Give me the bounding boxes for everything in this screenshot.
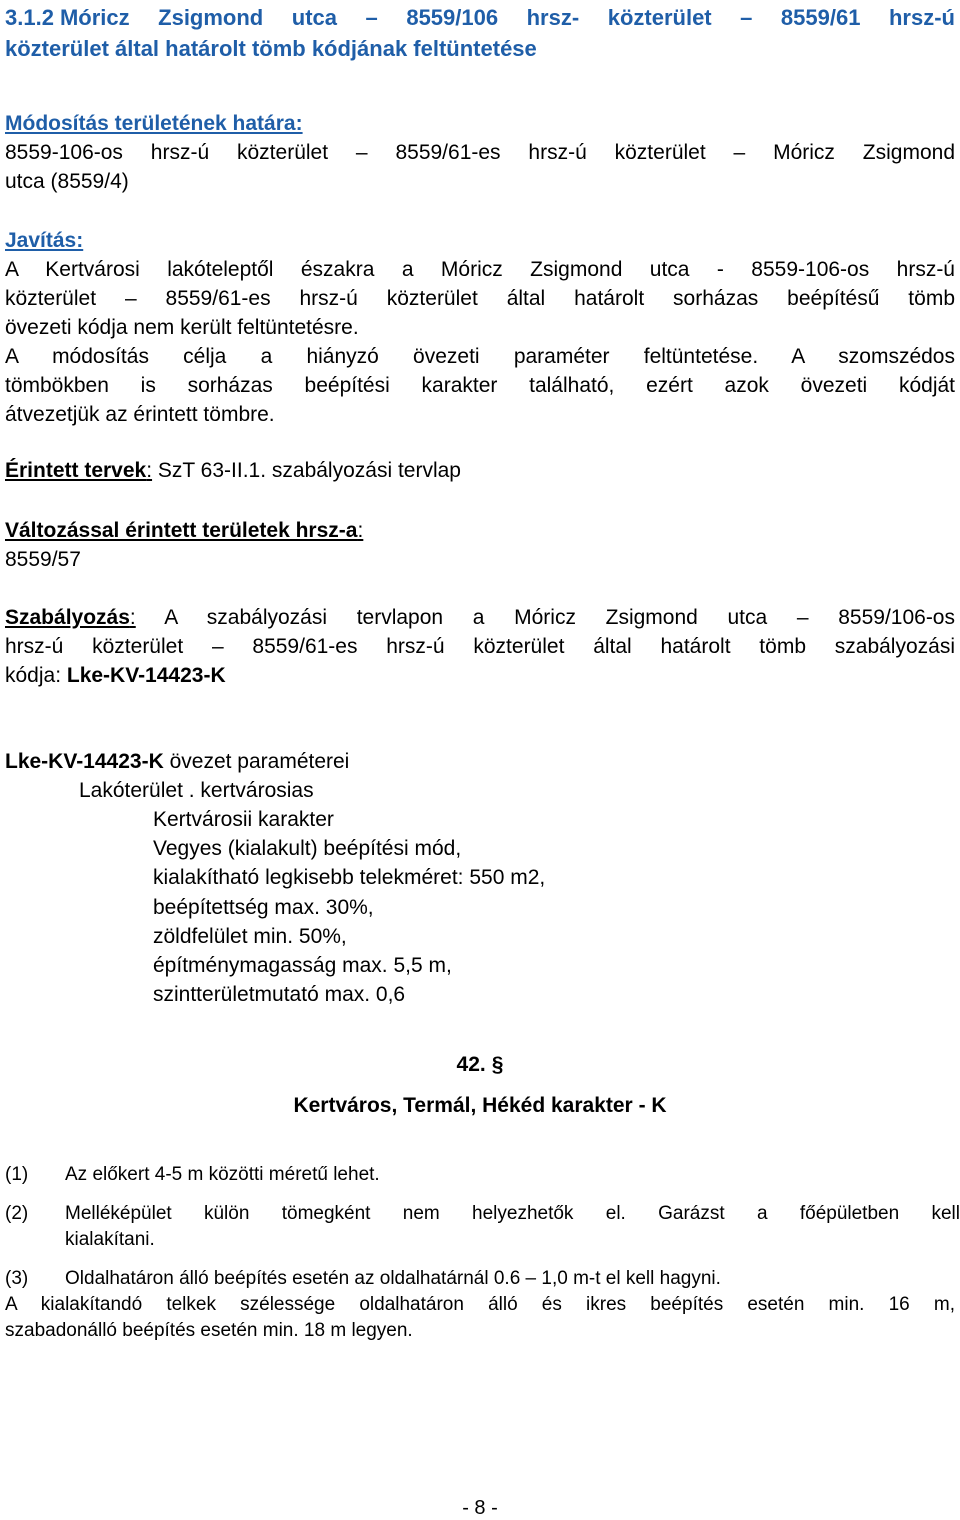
modositas-line-1: 8559-106-os hrsz-ú közterület – 8559/61-es hrsz-ú közterület – Móricz Zsigmond: [5, 141, 955, 164]
paragraph-text: [65, 1201, 960, 1253]
szabalyozas-code-prefix: kódja:: [5, 664, 67, 687]
erintett-block: [5, 456, 955, 485]
szabalyozas-colon: :: [129, 606, 136, 629]
javitas-line-4: A módosítás célja a hiányzó övezeti paraméter feltüntetése. A szomszédos: [5, 345, 955, 368]
heading-text-1: Móricz Zsigmond utca – 8559/106 hrsz- közterület – 8559/61 hrsz-ú: [59, 5, 955, 30]
paragraph-text: Oldalhatáron álló beépítés esetén az oldalhatárnál 0.6 – 1,0 m-t el kell hagyni.: [65, 1268, 721, 1289]
paragraph-text: Az előkert 4-5 m közötti méretű lehet.: [65, 1164, 380, 1185]
erintett-label: Érintett tervek: [5, 459, 147, 482]
section-number: 42.: [456, 1053, 486, 1076]
ovezet-title-suffix: övezet paraméterei: [163, 750, 350, 773]
erintett-colon: :: [146, 459, 153, 482]
valtozas-colon: :: [357, 519, 364, 542]
heading-line-2: közterület által határolt tömb kódjának feltüntetése: [5, 36, 537, 61]
closing-line-1: A kialakítandó telkek szélessége oldalhatáron álló és ikres beépítés esetén min. 16 m,: [5, 1294, 955, 1315]
erintett-line: [5, 456, 955, 485]
valtozas-block: [5, 516, 955, 574]
ovezet-item: zöldfelület min. 50%,: [153, 925, 347, 948]
valtozas-value: 8559/57: [5, 548, 81, 571]
javitas-line-2: közterület – 8559/61-es hrsz-ú közterület által határolt sorházas beépítésű tömb: [5, 287, 955, 310]
szabalyozas-line-2: hrsz-ú közterület – 8559/61-es hrsz-ú közterület által határolt tömb szabályozási: [5, 635, 955, 658]
szabalyozas-code: Lke-KV-14423-K: [66, 664, 226, 687]
section-title: Kertváros, Termál, Hékéd karakter - K: [293, 1094, 667, 1117]
closing-text: [5, 1292, 955, 1344]
ovezet-item: szintterületmutató max. 0,6: [153, 983, 406, 1006]
page-number: - 8 -: [462, 1497, 498, 1519]
modositas-block: [5, 109, 955, 196]
paragraph-number: (1): [5, 1164, 29, 1185]
javitas-block: [5, 226, 955, 429]
ovezet-item: Vegyes (kialakult) beépítési mód,: [153, 837, 462, 860]
szabalyozas-line-3: [5, 661, 955, 690]
javitas-line-3: övezeti kódja nem került feltüntetésre.: [5, 316, 359, 339]
heading-number: 3.1.2: [5, 5, 54, 30]
ovezet-item: beépítettség max. 30%,: [153, 896, 374, 919]
javitas-line-1: A Kertvárosi lakóteleptől északra a Móricz Zsigmond utca - 8559-106-os hrsz-ú: [5, 258, 955, 281]
valtozas-label: Változással érintett területek hrsz-a: [5, 519, 358, 542]
ovezet-item: építménymagasság max. 5,5 m,: [153, 954, 452, 977]
javitas-line-6: átvezetjük az érintett tömbre.: [5, 403, 275, 426]
section-sign-icon: §: [491, 1053, 504, 1076]
szabalyozas-line-1: [5, 603, 955, 632]
paragraph-number: (3): [5, 1268, 29, 1289]
szabalyozas-label: Szabályozás: [5, 606, 130, 629]
document-page: [5, 0, 960, 1520]
erintett-value: SzT 63-II.1. szabályozási tervlap: [152, 459, 461, 482]
heading-line-1: [5, 2, 955, 33]
modositas-label: Módosítás területének határa:: [5, 112, 303, 135]
ovezet-item: Kertvárosii karakter: [153, 808, 334, 831]
paragraph-2-line-2: kialakítani.: [65, 1229, 155, 1250]
ovezet-item: kialakítható legkisebb telekméret: 550 m2,: [153, 866, 546, 889]
szabalyozas-block: [5, 603, 955, 690]
section-number-line: [5, 1051, 955, 1079]
section-heading: [5, 2, 955, 64]
javitas-line-5: tömbökben is sorházas beépítési karakter található, ezért azok övezeti kódját: [5, 374, 955, 397]
ovezet-title: [5, 747, 349, 776]
ovezet-level1: Lakóterület . kertvárosias: [79, 779, 314, 802]
paragraph-number: (2): [5, 1203, 29, 1224]
modositas-line-2: utca (8559/4): [5, 170, 129, 193]
valtozas-line: [5, 516, 955, 545]
javitas-label: Javítás:: [5, 229, 84, 252]
szabalyozas-text-1: A szabályozási tervlapon a Móricz Zsigmond utca – 8559/106-os: [135, 606, 955, 629]
ovezet-code: Lke-KV-14423-K: [5, 750, 164, 773]
paragraph-2-line-1: Melléképület külön tömegként nem helyezhetők el. Garázst a főépületben kell: [65, 1203, 960, 1224]
closing-line-2: szabadonálló beépítés esetén min. 18 m legyen.: [5, 1320, 413, 1341]
